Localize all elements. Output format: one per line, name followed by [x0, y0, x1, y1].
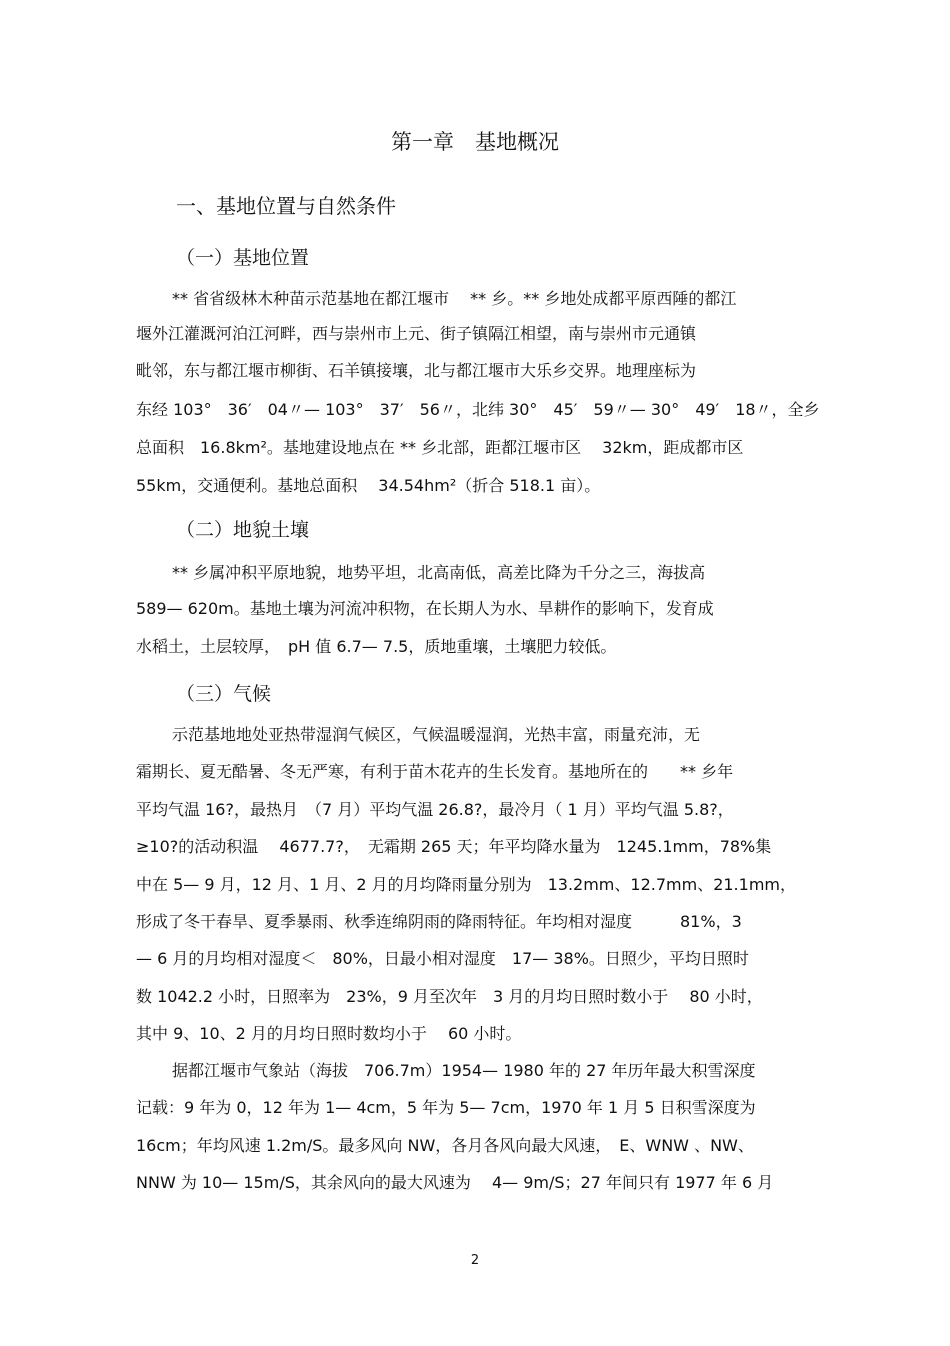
text-line: 其中 9、10、2 月的月均日照时数均小于 60 小时。 [136, 1024, 522, 1043]
text-line: 东经 103° 36′ 04〃— 103° 37′ 56〃，北纬 30° 45′ 59〃— 30° 49′ 18〃，全乡 [136, 400, 820, 419]
text-line: 16cm；年均风速 1.2m/S。最多风向 NW，各月各风向最大风速， E、WNW 、NW、 [136, 1136, 754, 1155]
chapter-title: 第一章 基地概况 [391, 130, 559, 154]
text-line: NNW 为 10— 15m/S，其余风向的最大风速为 4— 9m/S；27 年间只有 1977 年 6 月 [136, 1173, 774, 1192]
text-line: 数 1042.2 小时，日照率为 23%，9 月至次年 3 月的月均日照时数小于 80 小时， [136, 987, 763, 1006]
subsection-heading-climate: （三）气候 [176, 683, 272, 705]
text-line: 毗邻，东与都江堰市柳街、石羊镇接壤，北与都江堰市大乐乡交界。地理座标为 [136, 361, 697, 380]
text-line: 据都江堰市气象站（海拔 706.7m）1954— 1980 年的 27 年历年最大积雪深度 [172, 1061, 756, 1080]
text-line: 水稻土，土层较厚， pH 值 6.7— 7.5，质地重壤，土壤肥力较低。 [136, 637, 617, 656]
text-line: ** 乡属冲积平原地貌，地势平坦，北高南低，高差比降为千分之三，海拔高 [172, 563, 706, 582]
text-line: ** 省省级林木种苗示范基地在都江堰市 ** 乡。** 乡地处成都平原西陲的都江 [172, 289, 737, 308]
text-line: 记载：9 年为 0，12 年为 1— 4cm，5 年为 5— 7cm，1970 年 1 月 5 日积雪深度为 [136, 1098, 756, 1117]
page-number: 2 [470, 1253, 480, 1268]
subsection-heading-terrain: （二）地貌土壤 [176, 519, 310, 541]
text-line: 平均气温 16?，最热月 （7 月）平均气温 26.8?，最冷月（ 1 月）平均气温 5.8?， [136, 800, 734, 819]
text-line: ≥10?的活动积温 4677.7?， 无霜期 265 天；年平均降水量为 1245.1mm，78%集 [136, 837, 772, 856]
section-heading: 一、基地位置与自然条件 [176, 194, 396, 218]
text-line: 55km，交通便利。基地总面积 34.54hm²（折合 518.1 亩）。 [136, 476, 601, 495]
text-line: 总面积 16.8km²。基地建设地点在 ** 乡北部，距都江堰市区 32km，距成都市区 [136, 438, 744, 457]
text-line: 示范基地地处亚热带湿润气候区，气候温暖湿润，光热丰富，雨量充沛，无 [172, 725, 701, 744]
text-line: 中在 5— 9 月，12 月、1 月、2 月的月均降雨量分别为 13.2mm、12.7mm、21.1mm， [136, 875, 796, 894]
text-line: 霜期长、夏无酷暑、冬无严寒，有利于苗木花卉的生长发育。基地所在的 ** 乡年 [136, 762, 734, 781]
text-line: 589— 620m。基地土壤为河流冲积物，在长期人为水、旱耕作的影响下，发育成 [136, 599, 714, 618]
text-line: 形成了冬干春旱、夏季暴雨、秋季连绵阴雨的降雨特征。年均相对湿度 81%，3 [136, 912, 742, 931]
text-line: — 6 月的月均相对湿度＜ 80%，日最小相对湿度 17— 38%。日照少，平均日照时 [136, 949, 749, 968]
subsection-heading-location: （一）基地位置 [176, 247, 310, 269]
text-line: 堰外江灌溉河泊江河畔，西与崇州市上元、街子镇隔江相望，南与崇州市元通镇 [136, 324, 697, 343]
